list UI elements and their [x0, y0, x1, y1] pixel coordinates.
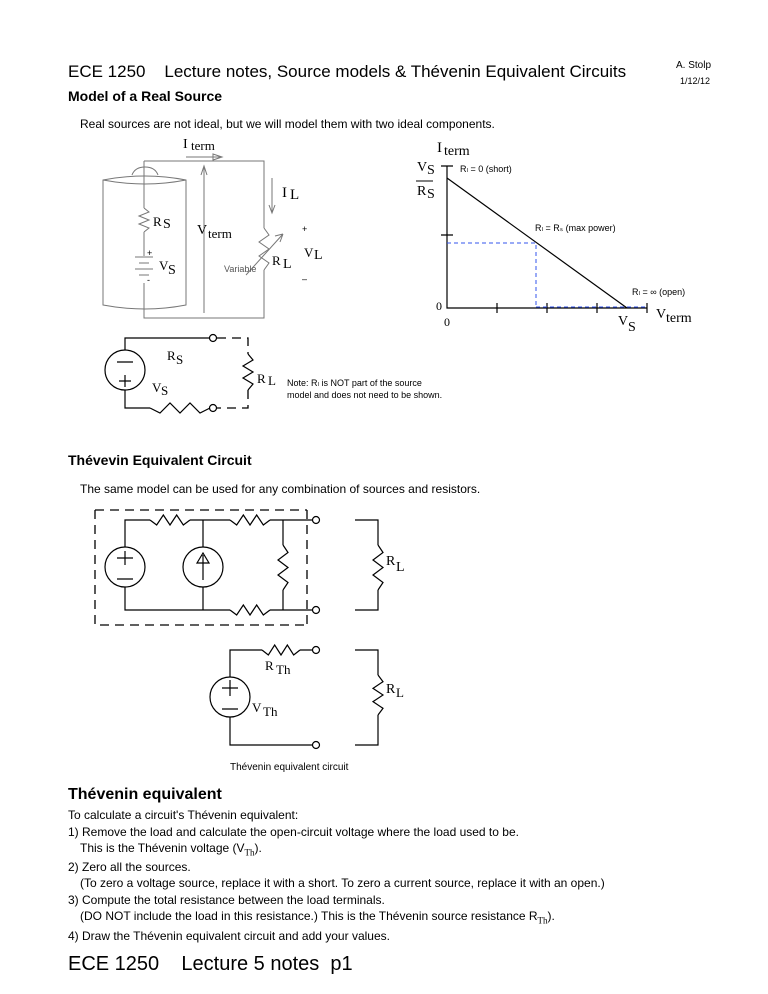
- resistor-symbol: [259, 228, 269, 270]
- svg-text:R: R: [257, 371, 266, 386]
- svg-text:term: term: [444, 144, 470, 159]
- svg-text:V: V: [197, 223, 208, 238]
- svg-text:V: V: [417, 160, 428, 175]
- svg-text:L: L: [396, 685, 404, 700]
- step-text: To calculate a circuit's Thévenin equivalent:: [68, 808, 299, 822]
- page-title: ECE 1250 Lecture notes, Source models & Thévenin Equivalent Circuits: [68, 62, 627, 81]
- date: 1/12/12: [680, 76, 711, 86]
- svg-text:Th: Th: [276, 662, 291, 677]
- svg-text:S: S: [628, 320, 636, 335]
- svg-text:V: V: [618, 314, 629, 329]
- svg-text:S: S: [168, 263, 176, 278]
- step-text: 1) Remove the load and calculate the open-circuit voltage where the load used to be.: [68, 825, 519, 839]
- svg-text:Rₗ = 0 (short): Rₗ = 0 (short): [460, 164, 512, 174]
- svg-text:+: +: [147, 248, 153, 258]
- source-model-circuit: [105, 335, 442, 414]
- section-heading-thevenin-circuit: Thévevin Equivalent Circuit: [68, 452, 252, 468]
- load-line: [447, 178, 627, 308]
- iv-graph: [416, 140, 692, 335]
- resistor-symbol: [373, 675, 383, 715]
- resistor-symbol: [243, 354, 253, 390]
- svg-text:V: V: [656, 307, 667, 322]
- svg-text:L: L: [290, 187, 300, 203]
- resistor-symbol: [230, 605, 270, 615]
- svg-text:R: R: [153, 214, 162, 229]
- resistor-symbol: [230, 515, 270, 525]
- svg-text:L: L: [396, 560, 405, 575]
- svg-text:Rₗ = Rₛ (max power): Rₗ = Rₛ (max power): [535, 223, 616, 233]
- step-text: (DO NOT include the load in this resistance.) This is the Thévenin source resistance $R_{Th}$).: [80, 909, 555, 926]
- resistor-symbol: [373, 545, 383, 590]
- resistor-symbol: [278, 545, 288, 590]
- resistor-symbol: [139, 208, 149, 232]
- svg-text:I: I: [437, 140, 442, 156]
- resistor-symbol: [150, 515, 190, 525]
- svg-text:term: term: [666, 311, 692, 326]
- svg-text:S: S: [161, 383, 169, 398]
- svg-text:Variable: Variable: [224, 264, 257, 274]
- battery-circuit: [103, 137, 323, 318]
- svg-text:Th: Th: [263, 704, 278, 719]
- svg-text:S: S: [427, 187, 435, 202]
- complex-circuit: [95, 510, 405, 625]
- svg-text:R: R: [386, 682, 396, 697]
- step-text: 2) Zero all the sources.: [68, 860, 191, 874]
- svg-text:R: R: [265, 658, 274, 673]
- step-text: (To zero a voltage source, replace it with a short. To zero a current source, replace it with an open.): [80, 876, 605, 890]
- svg-text:V: V: [159, 258, 169, 273]
- resistor-symbol: [262, 645, 300, 655]
- svg-text:V: V: [152, 380, 162, 395]
- caption: Thévenin equivalent circuit: [230, 762, 349, 773]
- svg-text:model and does not need to be: model and does not need to be shown.: [287, 390, 443, 400]
- svg-text:-: -: [147, 275, 150, 285]
- step-text: 4) Draw the Thévenin equivalent circuit and add your values.: [68, 929, 390, 943]
- svg-text:Note: Rₗ is NOT part of the so: Note: Rₗ is NOT part of the source: [287, 378, 422, 388]
- author: A. Stolp: [676, 60, 712, 71]
- svg-text:0: 0: [436, 299, 442, 313]
- svg-text:+: +: [302, 224, 308, 234]
- svg-text:I: I: [282, 185, 287, 201]
- svg-text:R: R: [386, 554, 396, 569]
- footer: ECE 1250 Lecture 5 notes p1: [68, 953, 353, 975]
- step-text: 3) Compute the total resistance between the load terminals.: [68, 893, 385, 907]
- svg-text:I: I: [183, 137, 188, 152]
- svg-text:S: S: [163, 217, 171, 232]
- svg-text:S: S: [427, 163, 435, 178]
- svg-text:Rₗ = ∞ (open): Rₗ = ∞ (open): [632, 287, 686, 297]
- svg-text:R: R: [417, 184, 427, 199]
- svg-text:V: V: [252, 700, 262, 715]
- section2-intro: The same model can be used for any combination of sources and resistors.: [80, 482, 481, 496]
- thevenin-equivalent-circuit: [210, 645, 404, 749]
- svg-text:–: –: [302, 274, 308, 284]
- section-heading-real-source: Model of a Real Source: [68, 88, 223, 104]
- step-text: This is the Thévenin voltage $(V_{Th})$.: [80, 841, 262, 858]
- section-heading-thevenin-equivalent: Thévenin equivalent: [68, 786, 222, 803]
- svg-text:term: term: [208, 226, 232, 241]
- svg-text:R: R: [272, 253, 281, 268]
- svg-text:term: term: [191, 138, 215, 153]
- svg-text:V: V: [304, 245, 314, 260]
- svg-text:L: L: [314, 248, 323, 263]
- resistor-symbol: [150, 403, 210, 413]
- svg-text:S: S: [176, 352, 184, 367]
- intro-text: Real sources are not ideal, but we will model them with two ideal components.: [80, 117, 495, 131]
- svg-text:0: 0: [444, 315, 450, 329]
- svg-text:L: L: [283, 257, 292, 272]
- svg-text:L: L: [268, 373, 276, 388]
- svg-text:R: R: [167, 348, 176, 363]
